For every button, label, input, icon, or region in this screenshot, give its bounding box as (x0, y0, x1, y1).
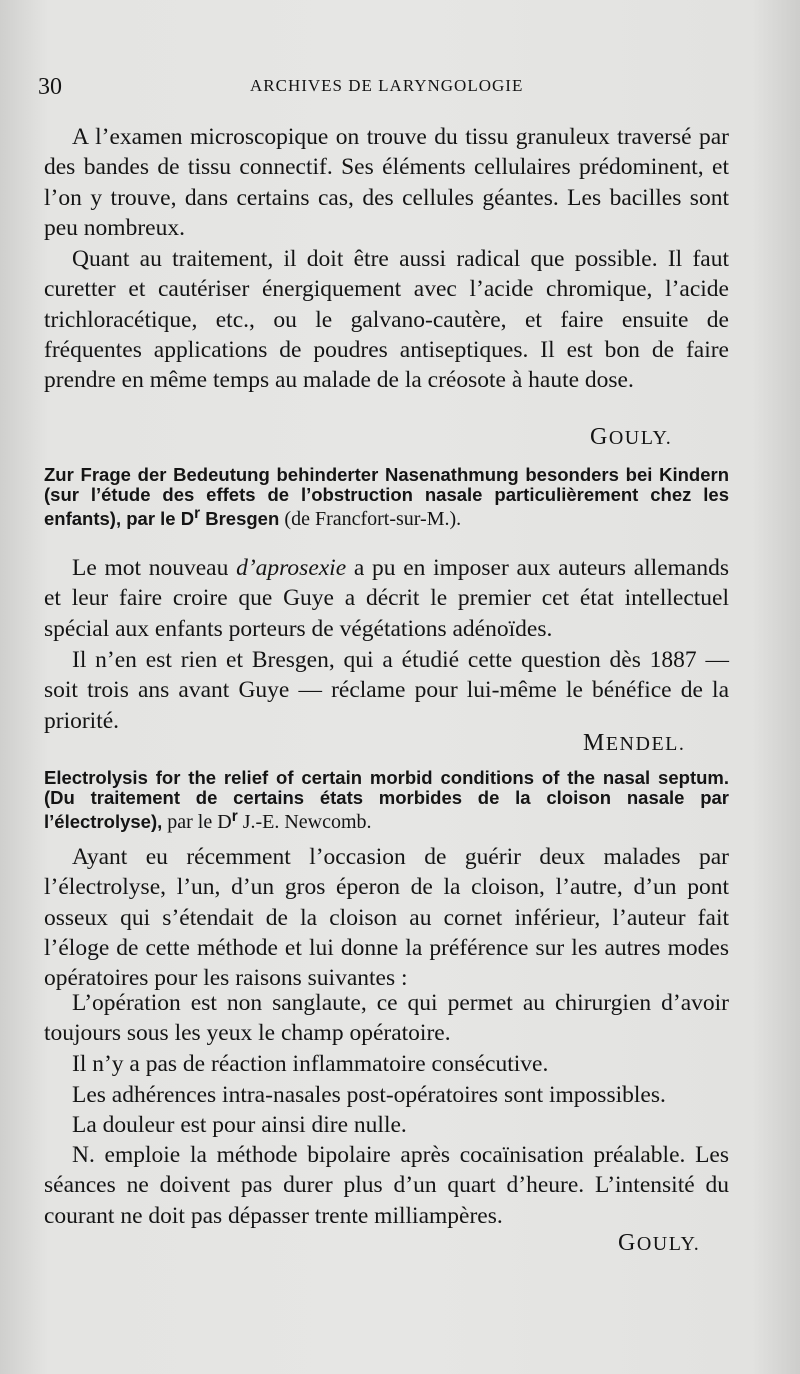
article1-signature: GOULY. (590, 424, 673, 450)
article2-title: Zur Frage der Bedeutung behinderter Nasenathmung besonders bei Kindern (sur l’étude des effets de l’obstruction nasale particulièrement chez les enfants), par le $D^r$ Bresgen (de Francfort-sur-M.). (44, 464, 729, 531)
article2-signature: MENDEL. (583, 730, 686, 756)
article3-paragraph6: N. emploie la méthode bipolaire après cocaïnisation préalable. Les séances ne doivent pas durer plus d’un quart d’heure. L’intensité du courant ne doit pas dépasser trente milliampères. (44, 1142, 729, 1229)
article3-paragraph3: Il n’y a pas de réaction inflammatoire consécutive. (72, 1051, 549, 1077)
article3-signature: GOULY. (618, 1230, 701, 1256)
article3-paragraph1: Ayant eu récemment l’occasion de guérir deux malades par l’électrolyse, l’un, d’un gros éperon de la cloison, l’autre, d’un pont osseux qui s’étendait de la cloison au cornet inférieur, l’auteur fait l’éloge de cette méthode et lui donne la préférence sur les autres modes opératoires pour les raisons suivantes : (44, 844, 729, 992)
article2-paragraph2: Il n’en est rien et Bresgen, qui a étudié cette question dès 1887 — soit trois ans avant Guye — réclame pour lui-même le bénéfice de la priorité. (44, 647, 729, 734)
article2-paragraph1: Le mot nouveau d’aprosexie a pu en imposer aux auteurs allemands et leur faire croire que Guye a décrit le premier cet état intellectuel spécial aux enfants porteurs de végétations adénoïdes. (44, 555, 729, 642)
article1-paragraph2: Quant au traitement, il doit être aussi radical que possible. Il faut curetter et cautériser énergiquement avec l’acide chromique, l’acide trichloracétique, etc., ou le galvano-cautère, et faire ensuite de fréquentes applications de poudres antiseptiques. Il est bon de faire prendre en même temps au malade de la créosote à haute dose. (44, 246, 729, 394)
running-title: ARCHIVES DE LARYNGOLOGIE (250, 76, 524, 95)
article3-paragraph2: L’opération est non sanglaute, ce qui permet au chirurgien d’avoir toujours sous les yeux le champ opératoire. (44, 990, 729, 1047)
page-number: 30 (38, 74, 62, 100)
article3-title: Electrolysis for the relief of certain morbid conditions of the nasal septum. (Du traitement de certains états morbides de la cloison nasale par l’électrolyse), par le $D^r$ J.-E. Newcomb. (44, 767, 729, 834)
article1-paragraph1: A l’examen microscopique on trouve du tissu granuleux traversé par des bandes de tissu connectif. Ses éléments cellulaires prédominent, et l’on y trouve, dans certains cas, des cellules géantes. Les bacilles sont peu nombreux. (44, 124, 729, 241)
article3-paragraph5: La douleur est pour ainsi dire nulle. (72, 1112, 407, 1138)
article3-paragraph4: Les adhérences intra-nasales post-opératoires sont impossibles. (72, 1082, 666, 1108)
